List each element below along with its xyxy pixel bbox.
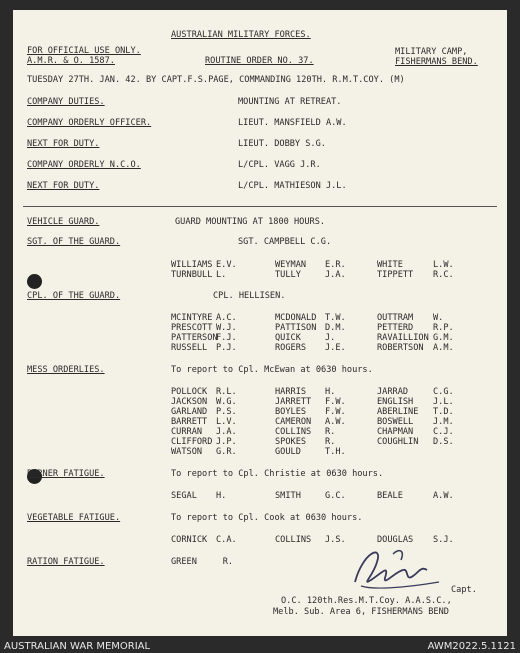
surname: BEALE	[377, 491, 403, 501]
initials: J.S.	[325, 535, 346, 545]
surname: PRESCOTT	[171, 323, 213, 333]
surname: BOYLES	[275, 407, 307, 417]
initials: G.R.	[216, 447, 237, 457]
surname: SPOKES	[275, 437, 307, 447]
surname: MCINTYRE	[171, 313, 213, 323]
initials: P.S.	[216, 407, 237, 417]
camp-line2: FISHERMANS BEND.	[395, 57, 478, 67]
signature-image	[343, 542, 453, 598]
punch-hole	[27, 274, 42, 289]
duty-label: COMPANY ORDERLY N.C.O.	[27, 160, 141, 170]
surname: HARRIS	[275, 387, 307, 397]
surname: COLLINS	[275, 427, 312, 437]
duty-label: COMPANY DUTIES.	[27, 97, 105, 107]
surname: WILLIAMS	[171, 260, 213, 270]
doc-title: AUSTRALIAN MILITARY FORCES.	[171, 30, 311, 40]
duty-value: L/CPL. VAGG J.R.	[238, 160, 321, 170]
initials: J.M.	[433, 417, 454, 427]
surname: COUGHLIN	[377, 437, 419, 447]
section-label: CPL. OF THE GUARD.	[27, 291, 121, 301]
surname: DOUGLAS	[377, 535, 414, 545]
routine-order: ROUTINE ORDER NO. 37.	[205, 56, 314, 66]
surname: CLIFFORD	[171, 437, 213, 447]
section-label: SGT. OF THE GUARD.	[27, 237, 121, 247]
surname: TULLY	[275, 270, 301, 280]
section-value: To report to Cpl. Christie at 0630 hours.	[171, 469, 384, 479]
official-use: FOR OFFICIAL USE ONLY.	[27, 46, 141, 56]
initials: T.H.	[325, 447, 346, 457]
footer-credit: AUSTRALIAN WAR MEMORIAL	[4, 641, 151, 652]
duty-value: LIEUT. MANSFIELD A.W.	[238, 118, 347, 128]
initials: D.S.	[433, 437, 454, 447]
section-label: VEHICLE GUARD.	[27, 217, 100, 227]
initials: G.C.	[325, 491, 346, 501]
section-value: SGT. CAMPBELL C.G.	[238, 237, 332, 247]
initials: H.	[216, 491, 227, 501]
surname: JARRAD	[377, 387, 409, 397]
surname: ROBERTSON	[377, 343, 424, 353]
initials: W.J.	[216, 323, 237, 333]
initials: D.M.	[325, 323, 346, 333]
initials: T.D.	[433, 407, 454, 417]
surname: CORNICK	[171, 535, 208, 545]
duty-label: COMPANY ORDERLY OFFICER.	[27, 118, 152, 128]
initials: W.G.	[216, 397, 237, 407]
section-label: MESS ORDERLIES.	[27, 365, 105, 375]
surname: RUSSELL	[171, 343, 208, 353]
surname: GOULD	[275, 447, 301, 457]
surname: WEYMAN	[275, 260, 307, 270]
surname: CURRAN	[171, 427, 203, 437]
surname: RAVAILLION	[377, 333, 429, 343]
initials: F.J.	[216, 333, 237, 343]
initials: L.W.	[433, 260, 454, 270]
initials: S.J.	[433, 535, 454, 545]
surname: TURNBULL	[171, 270, 213, 280]
initials: L.V.	[216, 417, 237, 427]
initials: H.	[325, 387, 336, 397]
surname: SMITH	[275, 491, 301, 501]
section-value: GREEN R.	[171, 557, 234, 567]
initials: C.J.	[433, 427, 454, 437]
initials: T.W.	[325, 313, 346, 323]
initials: R.	[325, 427, 336, 437]
sig-line1: O.C. 120th.Res.M.T.Coy. A.A.S.C.,	[281, 596, 452, 606]
initials: F.W.	[325, 407, 346, 417]
surname: OUTTRAM	[377, 313, 414, 323]
footer-accession: AWM2022.5.1121	[427, 641, 516, 652]
initials: R.	[325, 437, 336, 447]
sig-line2: Melb. Sub. Area 6, FISHERMANS BEND	[273, 607, 449, 617]
surname: ABERLINE	[377, 407, 419, 417]
initials: A.W.	[325, 417, 346, 427]
initials: J.P.	[216, 437, 237, 447]
section-label: BURNER FATIGUE.	[27, 469, 105, 479]
section-label: RATION FATIGUE.	[27, 557, 105, 567]
section-value: GUARD MOUNTING AT 1800 HOURS.	[175, 217, 326, 227]
initials: C.G.	[433, 387, 454, 397]
initials: A.W.	[433, 491, 454, 501]
section-label: VEGETABLE FATIGUE.	[27, 513, 121, 523]
initials: J.	[325, 333, 336, 343]
amr-ref: A.M.R. & O. 1587.	[27, 56, 115, 66]
surname: TIPPETT	[377, 270, 414, 280]
initials: J.A.	[325, 270, 346, 280]
surname: PATTERSON	[171, 333, 218, 343]
surname: PATTISON	[275, 323, 317, 333]
initials: G.M.	[433, 333, 454, 343]
section-value: CPL. HELLISEN.	[213, 291, 286, 301]
duty-value: L/CPL. MATHIESON J.L.	[238, 181, 347, 191]
initials: J.E.	[325, 343, 346, 353]
duty-label: NEXT FOR DUTY.	[27, 181, 100, 191]
surname: WHITE	[377, 260, 403, 270]
surname: ENGLISH	[377, 397, 414, 407]
duty-value: LIEUT. DOBBY S.G.	[238, 139, 326, 149]
surname: SEGAL	[171, 491, 197, 501]
surname: QUICK	[275, 333, 301, 343]
surname: GARLAND	[171, 407, 208, 417]
initials: R.P.	[433, 323, 454, 333]
initials: E.V.	[216, 260, 237, 270]
initials: J.L.	[433, 397, 454, 407]
surname: MCDONALD	[275, 313, 317, 323]
initials: R.L.	[216, 387, 237, 397]
document-page	[13, 10, 507, 636]
surname: PETTERD	[377, 323, 414, 333]
surname: CHAPMAN	[377, 427, 414, 437]
section-value: To report to Cpl. McEwan at 0630 hours.	[171, 365, 373, 375]
initials: J.A.	[216, 427, 237, 437]
surname: COLLINS	[275, 535, 312, 545]
duty-value: MOUNTING AT RETREAT.	[238, 97, 342, 107]
surname: BARRETT	[171, 417, 208, 427]
date-line: TUESDAY 27TH. JAN. 42. BY CAPT.F.S.PAGE, COMMANDING 120TH. R.M.T.COY. (M)	[27, 75, 405, 85]
surname: POLLOCK	[171, 387, 208, 397]
initials: W.	[433, 313, 444, 323]
initials: E.R.	[325, 260, 346, 270]
initials: F.W.	[325, 397, 346, 407]
initials: A.M.	[433, 343, 454, 353]
surname: WATSON	[171, 447, 203, 457]
initials: P.J.	[216, 343, 237, 353]
surname: JARRETT	[275, 397, 312, 407]
divider	[23, 206, 497, 207]
sig-capt: Capt.	[451, 585, 477, 595]
camp-line1: MILITARY CAMP,	[395, 47, 468, 57]
duty-label: NEXT FOR DUTY.	[27, 139, 100, 149]
initials: L.	[216, 270, 227, 280]
surname: BOSWELL	[377, 417, 414, 427]
initials: C.A.	[216, 535, 237, 545]
surname: JACKSON	[171, 397, 208, 407]
section-value: To report to Cpl. Cook at 0630 hours.	[171, 513, 363, 523]
initials: A.C.	[216, 313, 237, 323]
surname: ROGERS	[275, 343, 307, 353]
initials: R.C.	[433, 270, 454, 280]
surname: CAMERON	[275, 417, 312, 427]
